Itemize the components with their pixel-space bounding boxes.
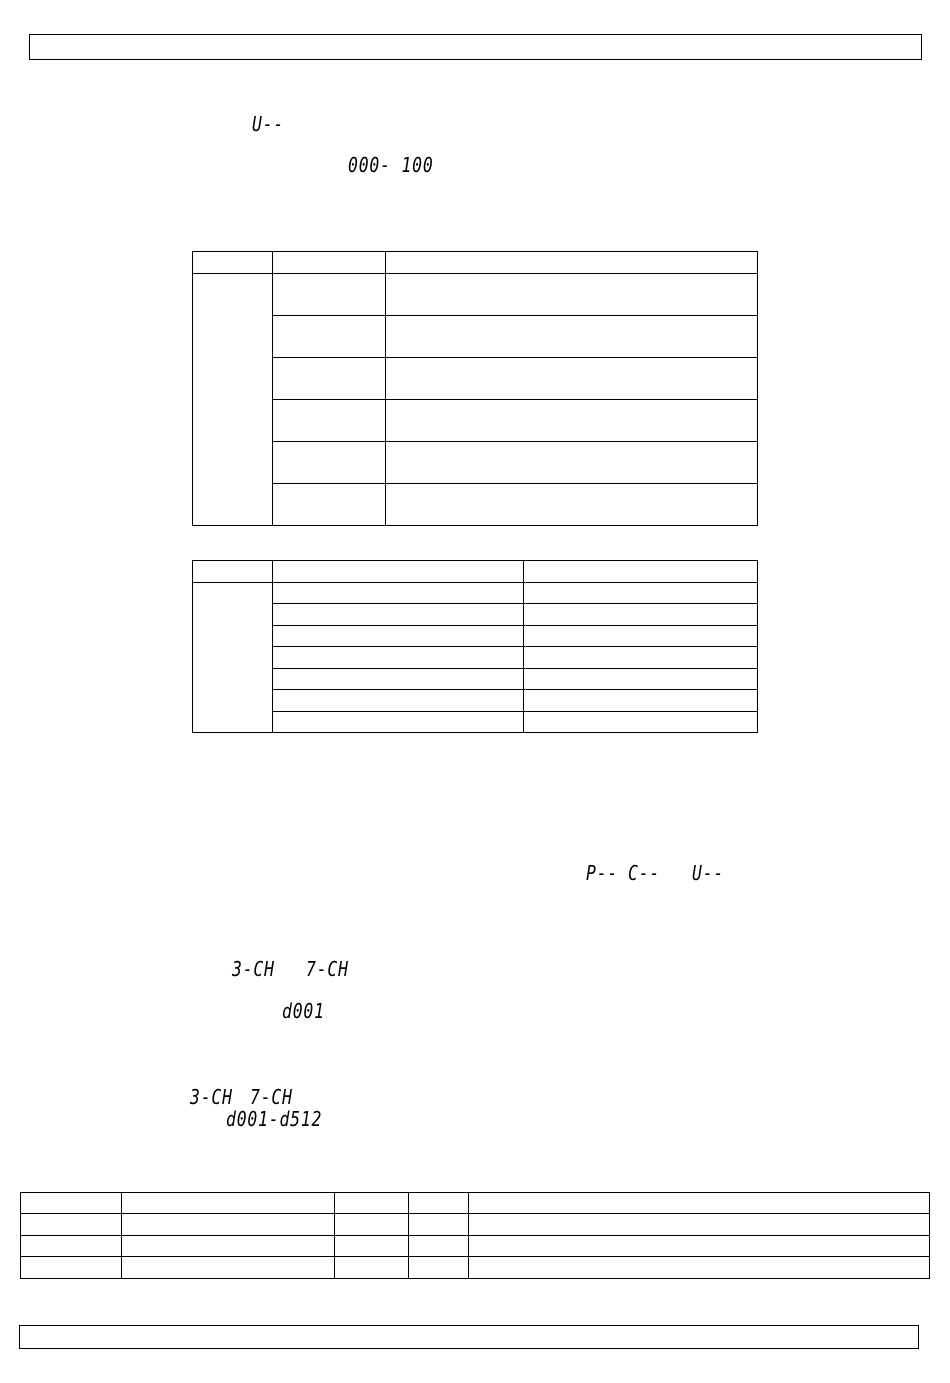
table-cell bbox=[273, 358, 386, 400]
table-cell bbox=[21, 1257, 122, 1279]
table-cell bbox=[273, 604, 524, 626]
table-2-header-cell bbox=[193, 561, 273, 583]
table-row bbox=[193, 604, 758, 626]
table-cell bbox=[386, 316, 758, 358]
table-cell bbox=[386, 274, 758, 316]
table-row bbox=[193, 647, 758, 669]
table-cell bbox=[469, 1257, 930, 1279]
table-cell bbox=[409, 1214, 469, 1236]
table-cell bbox=[335, 1236, 409, 1257]
table-3-header-cell bbox=[409, 1193, 469, 1214]
display-3ch-b: 3-CH bbox=[190, 1085, 233, 1109]
table-cell bbox=[409, 1257, 469, 1279]
table-cell bbox=[524, 582, 758, 604]
table-3-header-cell bbox=[335, 1193, 409, 1214]
display-mode-p: P-- bbox=[586, 861, 619, 885]
display-3ch-a: 3-CH bbox=[232, 957, 275, 981]
table-cell bbox=[524, 625, 758, 647]
display-mode-c: C-- bbox=[628, 861, 661, 885]
table-cell bbox=[273, 582, 524, 604]
table-2 bbox=[192, 560, 758, 733]
page-header-frame bbox=[29, 34, 922, 60]
table-1 bbox=[192, 251, 758, 526]
table-cell bbox=[21, 1214, 122, 1236]
table-cell bbox=[386, 442, 758, 484]
table-cell bbox=[273, 647, 524, 669]
table-cell bbox=[273, 711, 524, 733]
table-cell bbox=[386, 400, 758, 442]
table-1-header-row bbox=[193, 252, 758, 274]
table-2-header-cell bbox=[273, 561, 524, 583]
table-3-header-row bbox=[21, 1193, 930, 1214]
table-row bbox=[193, 690, 758, 712]
table-cell bbox=[469, 1214, 930, 1236]
table-row bbox=[193, 668, 758, 690]
table-row bbox=[193, 442, 758, 484]
display-7ch-b: 7-CH bbox=[250, 1085, 293, 1109]
table-row bbox=[193, 358, 758, 400]
table-row bbox=[193, 316, 758, 358]
table-1-header-cell bbox=[386, 252, 758, 274]
table-cell bbox=[273, 442, 386, 484]
table-cell bbox=[469, 1236, 930, 1257]
table-row bbox=[193, 582, 758, 604]
page-footer-frame bbox=[19, 1325, 919, 1349]
table-1-header-cell bbox=[193, 252, 273, 274]
display-address-range: d001-d512 bbox=[226, 1107, 323, 1131]
table-row bbox=[193, 711, 758, 733]
table-cell bbox=[524, 647, 758, 669]
table-row bbox=[21, 1257, 930, 1279]
table-1-header-cell bbox=[273, 252, 386, 274]
table-3 bbox=[20, 1192, 930, 1279]
table-cell bbox=[386, 358, 758, 400]
display-address-a: d001 bbox=[282, 999, 325, 1023]
table-row bbox=[193, 274, 758, 316]
table-cell bbox=[273, 274, 386, 316]
table-3-header-cell bbox=[21, 1193, 122, 1214]
table-1-merged-cell bbox=[193, 274, 273, 526]
table-row bbox=[193, 484, 758, 526]
table-cell bbox=[21, 1236, 122, 1257]
table-cell bbox=[273, 484, 386, 526]
table-cell bbox=[273, 316, 386, 358]
table-cell bbox=[524, 711, 758, 733]
table-cell bbox=[524, 604, 758, 626]
table-2-header-row bbox=[193, 561, 758, 583]
table-cell bbox=[524, 690, 758, 712]
table-cell bbox=[409, 1236, 469, 1257]
table-cell bbox=[122, 1236, 335, 1257]
table-2-merged-cell bbox=[193, 582, 273, 733]
table-cell bbox=[273, 400, 386, 442]
table-cell bbox=[335, 1257, 409, 1279]
table-row bbox=[21, 1236, 930, 1257]
table-cell bbox=[335, 1214, 409, 1236]
table-row bbox=[21, 1214, 930, 1236]
table-2-header-cell bbox=[524, 561, 758, 583]
table-cell bbox=[273, 668, 524, 690]
table-cell bbox=[122, 1257, 335, 1279]
table-cell bbox=[386, 484, 758, 526]
table-cell bbox=[524, 668, 758, 690]
display-7ch-a: 7-CH bbox=[306, 957, 349, 981]
table-cell bbox=[273, 625, 524, 647]
display-mode-u: U-- bbox=[252, 112, 285, 136]
table-cell bbox=[122, 1214, 335, 1236]
table-3-header-cell bbox=[122, 1193, 335, 1214]
display-mode-u-2: U-- bbox=[692, 861, 725, 885]
table-row bbox=[193, 400, 758, 442]
display-range: 000- 100 bbox=[348, 153, 434, 177]
table-3-header-cell bbox=[469, 1193, 930, 1214]
table-row bbox=[193, 625, 758, 647]
table-cell bbox=[273, 690, 524, 712]
